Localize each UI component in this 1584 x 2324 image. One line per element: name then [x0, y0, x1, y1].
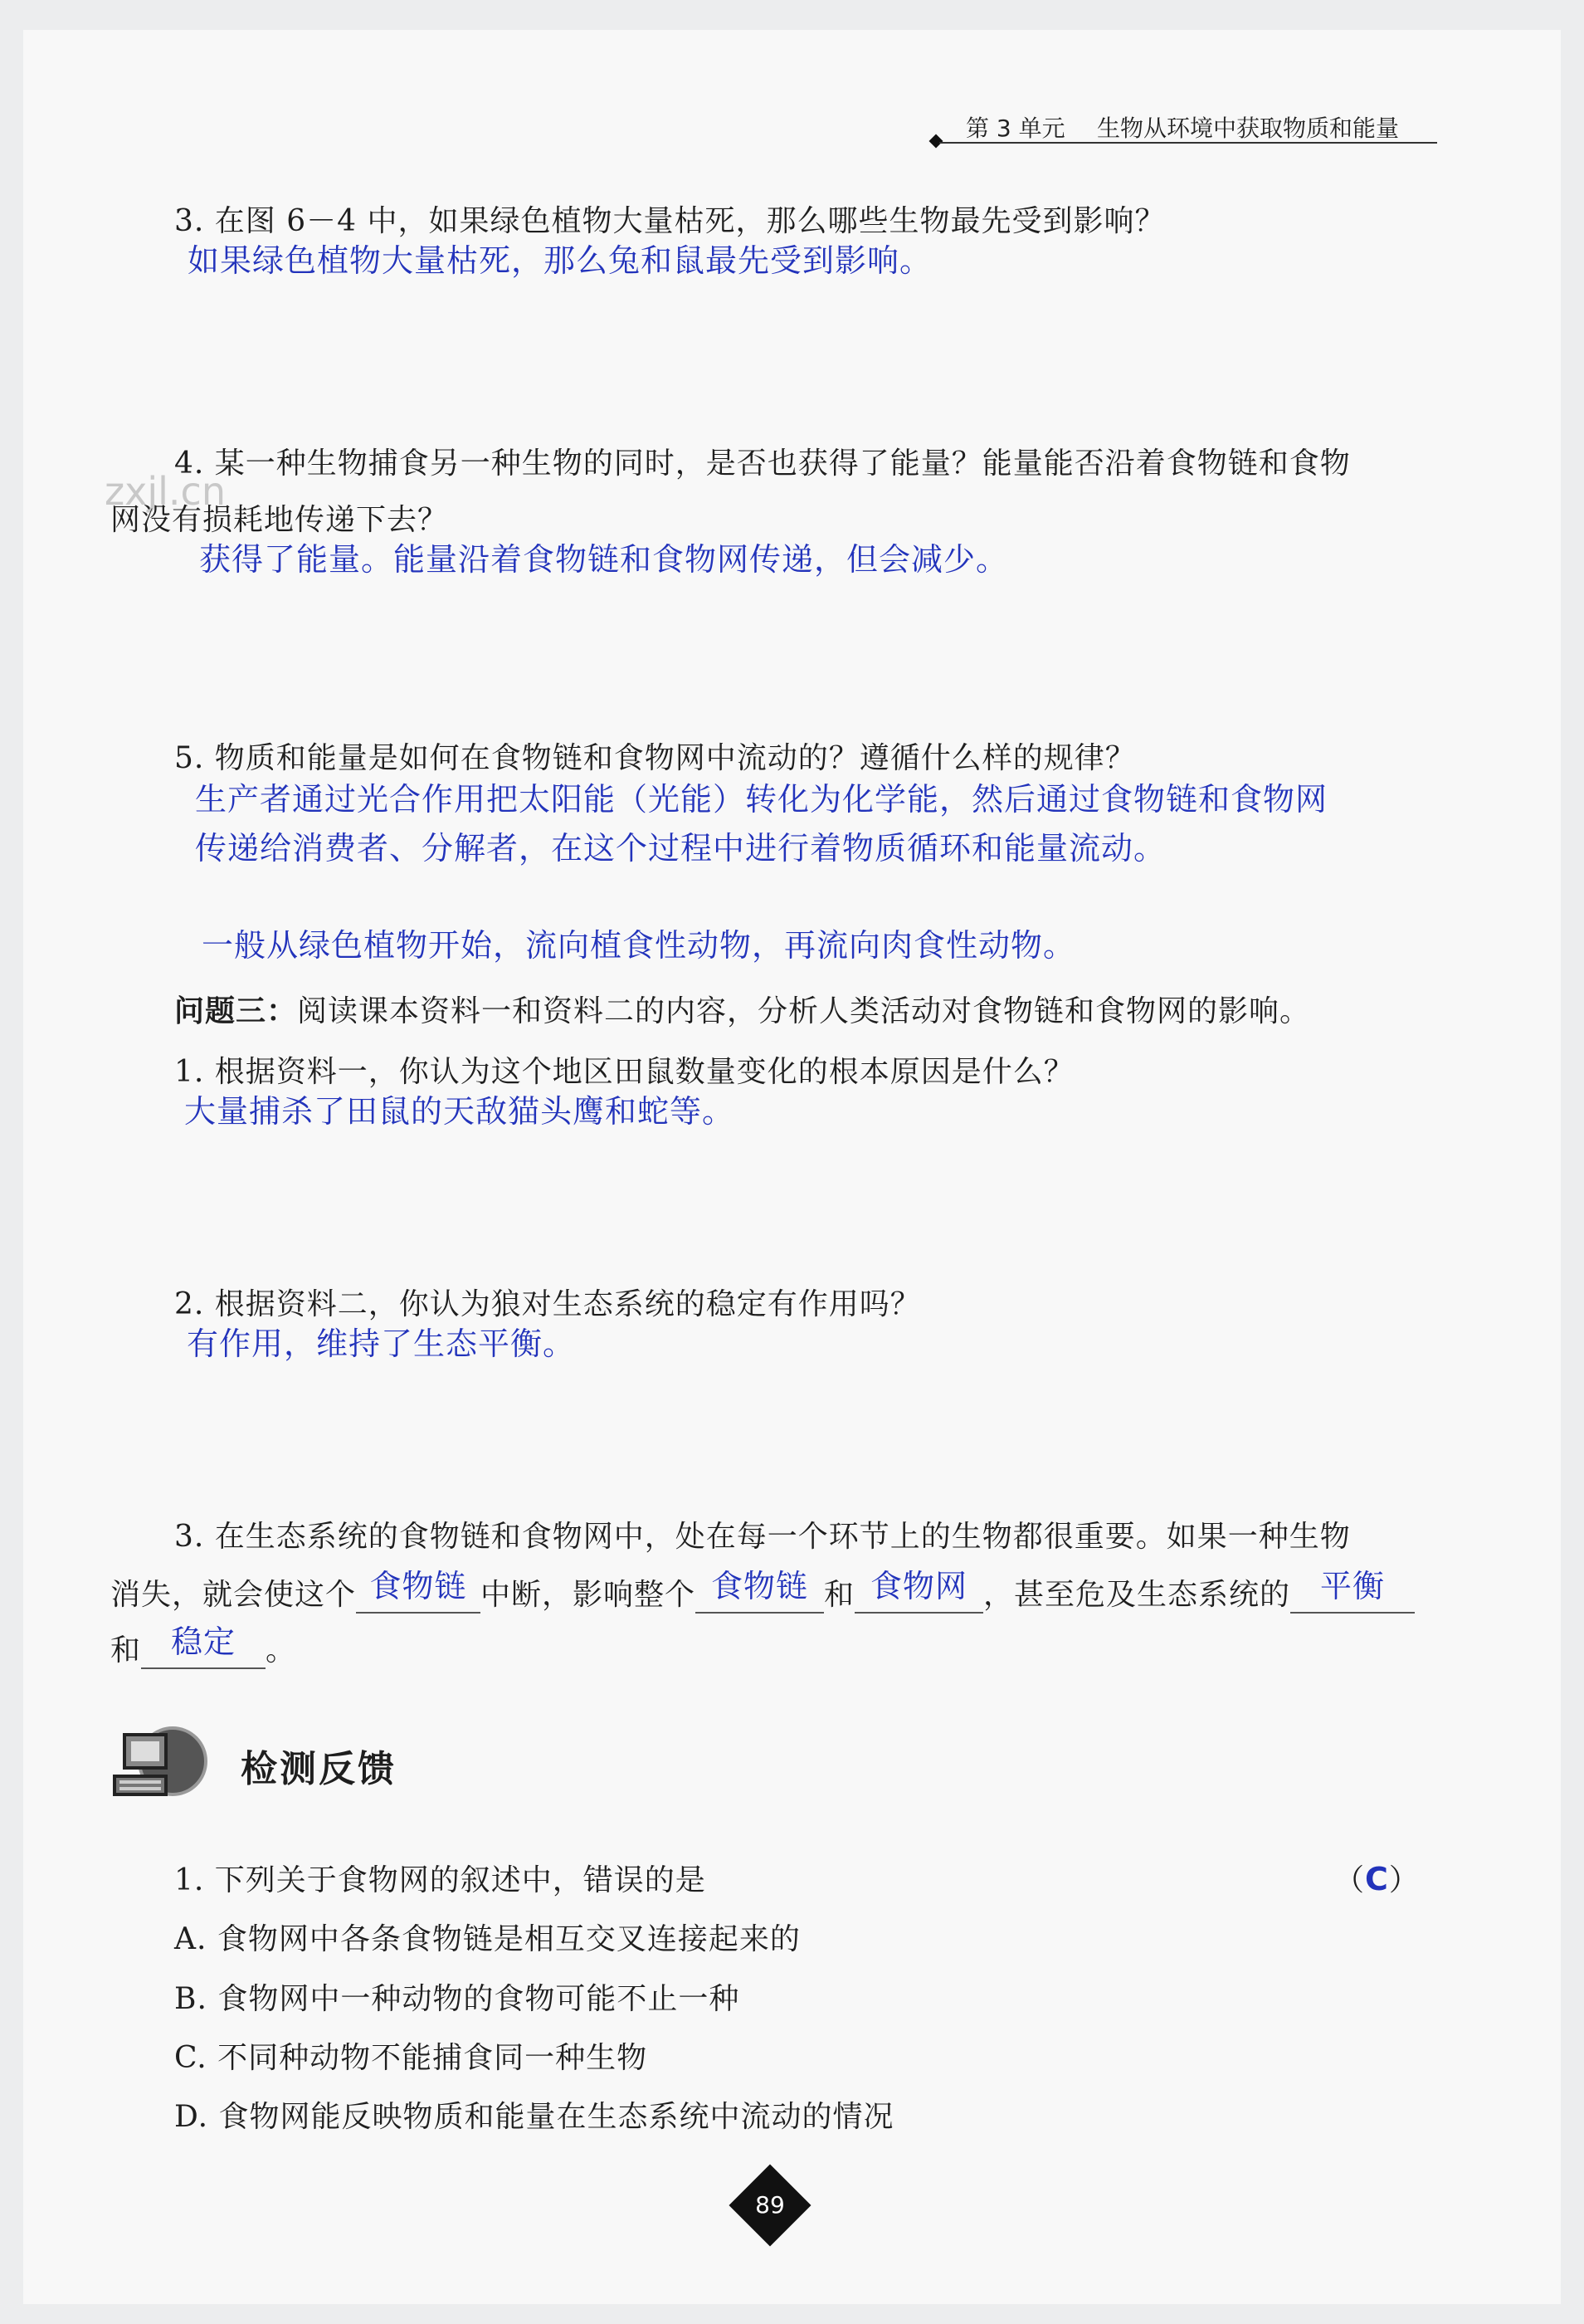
q5-answer-line1: 生产者通过光合作用把太阳能（光能）转化为化学能，然后通过食物链和食物网	[195, 781, 1328, 818]
p3-seg1: 消失，就会使这个	[110, 1578, 357, 1612]
paren-open: （	[1334, 1863, 1366, 1897]
q5-answer-line3: 一般从绿色植物开始，流向植食性动物，再流向肉食性动物。	[202, 927, 1076, 964]
p3-fill5: 稳定	[171, 1623, 236, 1660]
page	[23, 30, 1561, 2304]
p3-blank5	[141, 1623, 266, 1669]
p3-line2	[110, 1568, 1415, 1614]
p2-question: 2. 根据资料二，你认为狼对生态系统的稳定有作用吗？	[174, 1287, 921, 1321]
q5-answer-line2: 传递给消费者、分解者，在这个过程中进行着物质循环和能量流动。	[195, 830, 1167, 867]
p3-fill3: 食物网	[870, 1568, 968, 1604]
header-unit: 第 3 单元	[966, 115, 1065, 142]
p3-seg5: 和	[110, 1633, 142, 1667]
q5-question: 5. 物质和能量是如何在食物链和食物网中流动的？遵循什么样的规律？	[174, 741, 1136, 775]
p3-blank3	[855, 1568, 983, 1614]
p3-fill1: 食物链	[369, 1568, 467, 1604]
p2-answer: 有作用，维持了生态平衡。	[187, 1326, 576, 1362]
p3-blank2	[695, 1568, 824, 1614]
p3-fill4: 平衡	[1320, 1568, 1386, 1604]
problem3-label: 问题三：	[174, 994, 298, 1028]
header-rule	[939, 142, 1437, 144]
p1-answer: 大量捕杀了田鼠的天敌猫头鹰和蛇等。	[184, 1093, 735, 1130]
problem3	[174, 988, 1310, 1030]
p3-blank1	[356, 1568, 480, 1614]
problem3-text: 阅读课本资料一和资料二的内容，分析人类活动对食物链和食物网的影响。	[297, 994, 1311, 1028]
paren-close: ）	[1388, 1863, 1420, 1897]
p3-fill2: 食物链	[711, 1568, 809, 1604]
p3-line1: 3. 在生态系统的食物链和食物网中，处在每一个环节上的生物都很重要。如果一种生物	[174, 1520, 1351, 1554]
header-title: 生物从环境中获取物质和能量	[1097, 115, 1400, 142]
p3-blank4	[1290, 1568, 1415, 1614]
feedback-computer-icon	[108, 1716, 207, 1808]
p3-seg6: 。	[266, 1633, 297, 1667]
p3-seg4: ，甚至危及生态系统的	[983, 1578, 1291, 1612]
option-a: A. 食物网中各条食物链是相互交叉连接起来的	[174, 1922, 801, 1956]
page-number: 89	[755, 2191, 785, 2219]
option-b: B. 食物网中一种动物的食物可能不止一种	[174, 1982, 740, 2016]
q4-answer: 获得了能量。能量沿着食物链和食物网传递，但会减少。	[199, 541, 1009, 578]
option-c: C. 不同种动物不能捕食同一种生物	[174, 2041, 648, 2075]
q3-question: 3. 在图 6－4 中，如果绿色植物大量枯死，那么哪些生物最先受到影响？	[174, 204, 1166, 238]
feedback-title: 检测反馈	[241, 1748, 397, 1790]
option-d: D. 食物网能反映物质和能量在生态系统中流动的情况	[174, 2100, 894, 2134]
feedback-q1-answer-box	[1334, 1857, 1420, 1899]
p3-seg3: 和	[824, 1578, 855, 1612]
feedback-q1-question: 1. 下列关于食物网的叙述中，错误的是	[174, 1863, 706, 1897]
p3-line3	[110, 1623, 297, 1669]
p1-question: 1. 根据资料一，你认为这个地区田鼠数量变化的根本原因是什么？	[174, 1055, 1075, 1089]
feedback-q1-answer: C	[1365, 1861, 1389, 1897]
q4-question-line2: 网没有损耗地传递下去？	[110, 503, 449, 537]
p3-seg2: 中断，影响整个	[480, 1578, 696, 1612]
q4-question-line1: 4. 某一种生物捕食另一种生物的同时，是否也获得了能量？能量能否沿着食物链和食物	[174, 447, 1351, 481]
q3-answer: 如果绿色植物大量枯死，那么兔和鼠最先受到影响。	[188, 242, 933, 279]
watermark: zxjl.cn	[105, 469, 226, 514]
